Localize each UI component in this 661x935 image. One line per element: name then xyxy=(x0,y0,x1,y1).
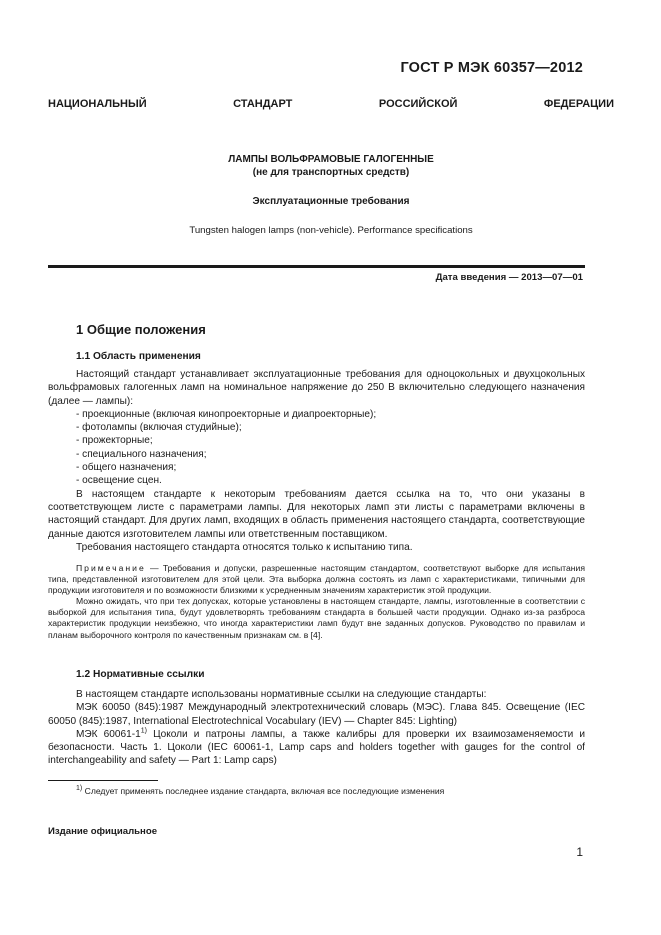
list-item: - специального назначения; xyxy=(76,448,207,460)
footnote-text: Следует применять последнее издание стандарта, включая все последующие изменения xyxy=(82,786,445,796)
references-intro: В настоящем стандарте использованы нормативные ссылки на следующие стандарты: xyxy=(76,689,487,700)
parameters-paragraph: В настоящем стандарте к некоторым требованиям дается ссылка на то, что они указаны в соответствующем листе с параметрами лампы. Для некоторых ламп эти листы с параметрами включены в настоящий стандарт. Для других ламп, входящих в область применения настоящего стандарта, соответствующие данные даются изготовителем лампы или ответственным поставщиком. xyxy=(48,488,585,540)
official-edition-label: Издание официальное xyxy=(48,826,158,837)
note-block xyxy=(48,563,585,641)
introduction-date: Дата введения — 2013—07—01 xyxy=(435,272,583,283)
reference-text: Цоколи и патроны лампы, а также калибры для проверки их взаимозаменяемости и безопасности. Часть 1. Цоколи (IEC 60061-1, Lamp caps and holders together with gauges for the control of interchangeability and safety — Part 1: Lamp caps) xyxy=(48,728,585,767)
list-item: - проекционные (включая кинопроекторные и диапроекторные); xyxy=(76,408,377,420)
reference-code: МЭК 60061-1 xyxy=(76,728,141,740)
reference-item xyxy=(48,728,585,768)
reference-item: МЭК 60050 (845):1987 Международный электротехнический словарь (МЭС). Глава 845. Освещение (IEC 60050 (845):1987, International Electrotechnical Vocabulary (IEV) — Chapter 845: Lighting) xyxy=(48,702,585,727)
scope-paragraph: Настоящий стандарт устанавливает эксплуатационные требования для одноцокольных и двухцокольных вольфрамовых галогенных ламп на номинальное напряжение до 250 В включительно следующего назначения (далее — лампы): xyxy=(48,369,585,407)
list-item: - прожекторные; xyxy=(76,435,153,447)
list-item: - общего назначения; xyxy=(76,462,177,474)
footnote-mark: 1) xyxy=(76,785,83,793)
note-paragraph-2: Можно ожидать, что при тех допусках, которые установлены в настоящем стандарте, лампы, изготовленные в соответствии с выборкой для испытания типа, будут удовлетворять требованиям стандарта в большей части продукции. Однако из-за разброса характеристик продукции неизбежно, что иногда характеристики ламп будут вне заданных допусков. Руководство по правилам и планам выборочного контроля по качественным признакам см. в [4]. xyxy=(48,596,585,640)
note-label: Примечание xyxy=(76,563,146,573)
subsection-heading-scope: 1.1 Область применения xyxy=(76,351,201,362)
list-item: - фотолампы (включая студийные); xyxy=(76,422,242,434)
type-test-paragraph: Требования настоящего стандарта относятся только к испытанию типа. xyxy=(76,541,413,553)
footnote-divider xyxy=(48,780,158,781)
footnote xyxy=(76,786,444,796)
lamp-type-list xyxy=(48,408,585,488)
requirements-title: Эксплуатационные требования xyxy=(252,196,410,207)
national-standard-banner: НАЦИОНАЛЬНЫЙ СТАНДАРТ РОССИЙСКОЙ ФЕДЕРАЦИИ xyxy=(48,98,614,110)
document-subtitle: (не для транспортных средств) xyxy=(252,167,410,178)
document-code: ГОСТ Р МЭК 60357—2012 xyxy=(400,60,583,76)
title-divider xyxy=(48,265,585,268)
page-number: 1 xyxy=(576,845,583,859)
footnote-marker: 1) xyxy=(140,727,147,735)
english-title: Tungsten halogen lamps (non-vehicle). Performance specifications xyxy=(189,225,473,236)
note-paragraph xyxy=(48,563,585,596)
subsection-heading-references: 1.2 Нормативные ссылки xyxy=(76,669,205,680)
document-title: ЛАМПЫ ВОЛЬФРАМОВЫЕ ГАЛОГЕННЫЕ xyxy=(228,154,434,165)
section-heading: 1 Общие положения xyxy=(76,322,206,337)
note-text: — Требования и допуски, разрешенные настоящим стандартом, соответствуют выборке для испытания типа, представленной изготовителем для этой цели. Эта выборка должна состоять из ламп с характеристиками, типичными для продукции изготовителя и по возможности близкими к усредненным значениям характеристик этой продукции. xyxy=(48,563,585,596)
scope-body xyxy=(48,368,585,554)
references-body xyxy=(48,688,585,768)
list-item: - освещение сцен. xyxy=(76,475,162,487)
